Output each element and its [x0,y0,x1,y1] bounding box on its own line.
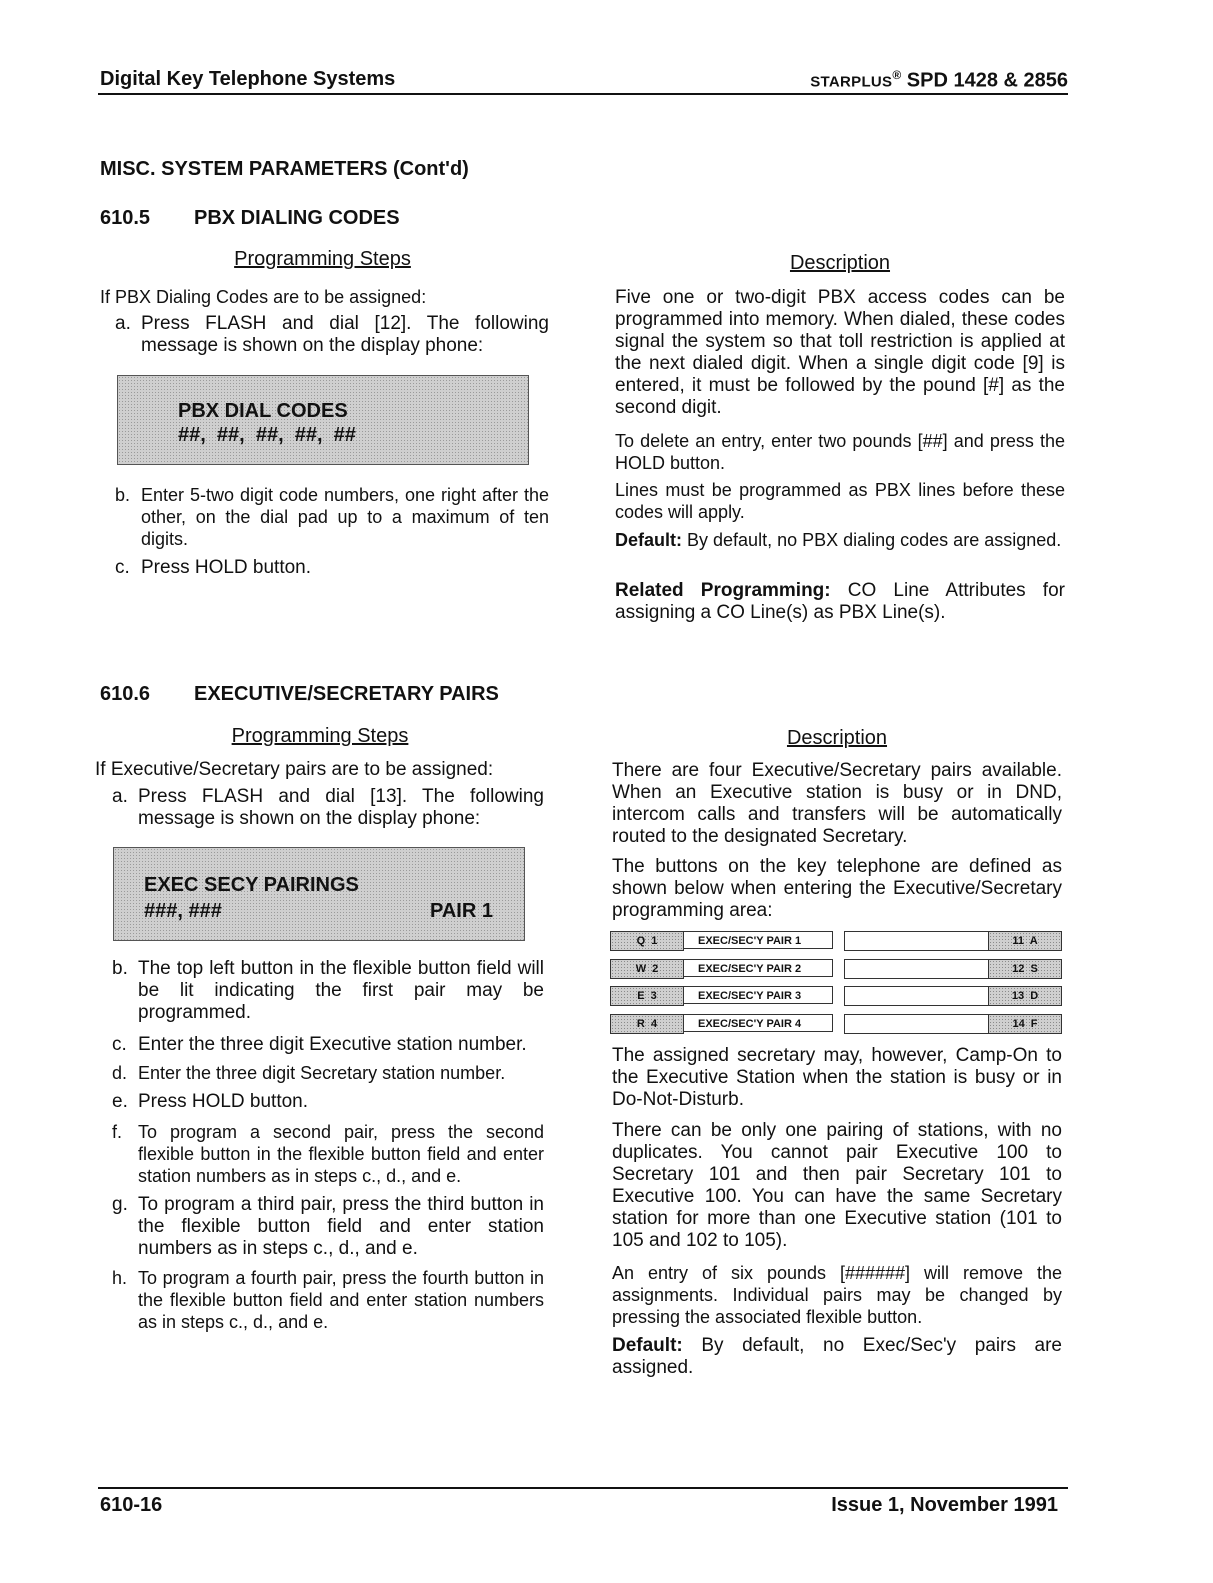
desc-paragraph-1: Five one or two-digit PBX access codes can be programmed into memory. When dialed, these codes signal the system so that toll restriction is applied at the next dialed digit. When a single digit code [9] is entered, it must be followed by the pound [#] as the second digit. [615,287,1065,418]
desc-paragraph-3: Lines must be programmed as PBX lines before these codes will apply. [615,480,1065,522]
default-label: Default: [615,530,682,550]
desc-paragraph-5: An entry of six pounds [######] will remove the assignments. Individual pairs may be changed by pressing the associated flexible button. [612,1263,1062,1327]
step-h [112,1267,544,1333]
flexible-button-blank[interactable] [844,1014,990,1034]
step-label: b. [112,958,128,979]
button-row [610,1014,1062,1034]
desc-paragraph-3: The assigned secretary may, however, Camp-On to the Executive Station when the station is busy or in Do-Not-Disturb. [612,1045,1062,1110]
default-text: By default, no PBX dialing codes are assigned. [687,530,1062,550]
flexible-button-blank[interactable] [844,931,990,951]
related-label: Related Programming: [615,580,831,601]
header-title: Digital Key Telephone Systems [100,68,396,90]
step-text: Enter the three digit Secretary station number. [138,1063,506,1083]
pbx-display-screen [117,375,529,465]
flexible-button-label[interactable]: EXEC/SEC'Y PAIR 2 [683,959,833,977]
display-pair-indicator: PAIR 1 [430,900,493,922]
display-line-1: PBX DIAL CODES [178,400,348,422]
step-label: f. [112,1122,123,1142]
step-label: a. [112,786,128,807]
flexible-button-label[interactable]: EXEC/SEC'Y PAIR 3 [683,986,833,1004]
step-text: Press FLASH and dial [13]. The following message is shown on the display phone: [138,786,544,829]
dss-key[interactable]: 13 D [988,986,1062,1006]
dial-key[interactable]: W 2 [610,959,684,979]
desc-paragraph-4: There can be only one pairing of stations, with no duplicates. You cannot pair Executive 100 to Secretary 101 and then pair Secretary 101 to Executive 100. You can have the same Secretary station for more than one Executive station (101 to 105 and 102 to 105). [612,1120,1062,1251]
related-note [615,580,1065,624]
header-model: SPD 1428 & 2856 [906,69,1068,92]
step-g [112,1194,544,1260]
section-2-intro: If Executive/Secretary pairs are to be assigned: [95,759,494,780]
flexible-button-label[interactable]: EXEC/SEC'Y PAIR 1 [683,931,833,949]
step-text: To program a fourth pair, press the fourth button in the flexible button field and enter station numbers as in steps c., d., and e. [138,1268,544,1332]
programming-steps-heading: Programming Steps [231,725,409,747]
display-line-2: ###, ### [144,900,222,922]
step-d [112,1062,544,1084]
step-e [112,1091,544,1113]
page-number: 610-16 [100,1494,163,1516]
display-line-1: EXEC SECY PAIRINGS [144,874,359,896]
step-a [112,786,544,830]
button-row [610,931,1062,951]
dss-key[interactable]: 14 F [988,1014,1062,1034]
step-text: To program a second pair, press the second flexible button in the flexible button field and enter station numbers as in steps c., d., and e. [138,1122,544,1186]
dss-key[interactable]: 11 A [988,931,1062,951]
step-b [115,484,549,550]
step-label: h. [112,1268,128,1288]
default-note [612,1335,1062,1379]
step-text: Enter the three digit Executive station number. [138,1034,527,1055]
dial-key[interactable]: E 3 [610,986,684,1006]
section-number: 610.5 [100,207,151,229]
step-f [112,1121,544,1187]
step-label: d. [112,1063,128,1083]
dial-key[interactable]: Q 1 [610,931,684,951]
step-a [115,313,549,357]
dss-key[interactable]: 12 S [988,959,1062,979]
step-label: a. [115,313,131,334]
flexible-button-blank[interactable] [844,986,990,1006]
step-label: e. [112,1091,128,1112]
default-text: By default, no Exec/Sec'y pairs are assigned. [612,1335,1062,1378]
description-heading: Description [786,727,888,749]
dial-key[interactable]: R 4 [610,1014,684,1034]
issue-date: Issue 1, November 1991 [831,1494,1058,1516]
section-name: PBX DIALING CODES [194,207,400,229]
step-text: Press FLASH and dial [12]. The following message is shown on the display phone: [141,313,549,356]
step-text: The top left button in the flexible button field will be lit indicating the first pair may be programmed. [138,958,544,1023]
flexible-button-label[interactable]: EXEC/SEC'Y PAIR 4 [683,1014,833,1032]
step-b [112,958,544,1024]
step-label: g. [112,1194,128,1215]
step-text: Press HOLD button. [138,1091,309,1112]
registered-mark: ® [892,68,902,82]
section-610-5-title [100,207,400,230]
step-text: To program a third pair, press the third button in the flexible button field and enter station numbers as in steps c., d., and e. [138,1194,544,1259]
exec-display-screen [113,847,525,941]
desc-paragraph-2: To delete an entry, enter two pounds [##] and press the HOLD button. [615,431,1065,473]
desc-paragraph-2: The buttons on the key telephone are defined as shown below when entering the Executive/Secretary programming area: [612,856,1062,921]
section-610-6-title [100,683,499,706]
default-note [615,529,1065,551]
section-name: EXECUTIVE/SECRETARY PAIRS [194,683,499,705]
page-heading: MISC. SYSTEM PARAMETERS (Cont'd) [100,158,469,180]
step-c [115,557,549,579]
step-label: c. [112,1034,127,1055]
description-heading: Description [789,252,891,274]
step-text: Press HOLD button. [141,557,312,578]
step-text: Enter 5-two digit code numbers, one right after the other, on the dial pad up to a maximum of ten digits. [141,485,549,549]
related-text: CO Line Attributes for assigning a CO Line(s) as PBX Line(s). [615,580,1065,623]
header-product [810,68,1068,93]
step-c [112,1034,544,1056]
desc-paragraph-1: There are four Executive/Secretary pairs available. When an Executive station is busy or in DND, intercom calls and transfers will be automatically routed to the designated Secretary. [612,760,1062,847]
header-rule [98,93,1068,95]
button-row [610,986,1062,1006]
flexible-button-blank[interactable] [844,959,990,979]
header-brand: STARPLUS [810,73,893,91]
step-label: c. [115,557,130,578]
section-1-intro: If PBX Dialing Codes are to be assigned: [100,287,427,307]
section-number: 610.6 [100,683,151,705]
step-label: b. [115,485,131,505]
default-label: Default: [612,1335,683,1356]
programming-steps-heading: Programming Steps [234,248,411,270]
footer-rule [98,1487,1068,1489]
display-line-2: ##, ##, ##, ##, ## [178,424,356,446]
button-row [610,959,1062,979]
